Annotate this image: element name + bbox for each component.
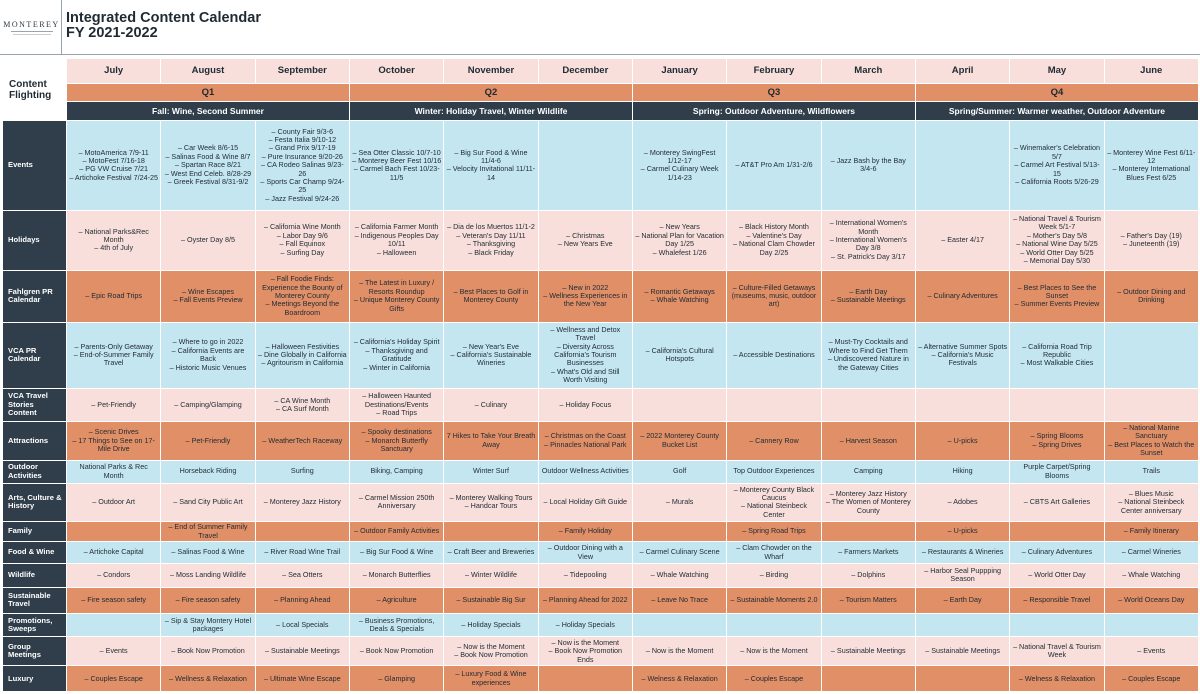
month-header-april: April xyxy=(915,59,1009,84)
calendar-cell-outdoor-activities-august: Horseback Riding xyxy=(161,460,255,483)
calendar-cell-wildlife-january: – Whale Watching xyxy=(632,564,726,587)
calendar-cell-wildlife-april: – Harbor Seal Puppping Season xyxy=(915,564,1009,587)
calendar-cell-food-wine-november: – Craft Beer and Breweries xyxy=(444,542,538,564)
calendar-cell-events-october: – Sea Otter Classic 10/7-10 – Monterey Beer Fest 10/16 – Carmel Bach Fest 10/23-11/5 xyxy=(349,121,443,211)
calendar-cell-arts-culture-history-october: – Carmel Mission 250th Anniversary xyxy=(349,483,443,521)
calendar-cell-arts-culture-history-july: – Outdoor Art xyxy=(67,483,161,521)
calendar-cell-vca-travel-stories-content-october: – Halloween Haunted Destinations/Events – Road Trips xyxy=(349,388,443,421)
calendar-cell-holidays-march: – International Women's Month – International Women's Day 3/8 – St. Patrick's Day 3/17 xyxy=(821,210,915,270)
calendar-cell-events-december xyxy=(538,121,632,211)
calendar-cell-promotions-sweeps-february xyxy=(727,614,821,637)
calendar-cell-outdoor-activities-june: Trails xyxy=(1104,460,1198,483)
row-label-food-wine: Food & Wine xyxy=(3,542,67,564)
calendar-cell-outdoor-activities-april: Hiking xyxy=(915,460,1009,483)
calendar-cell-family-july xyxy=(67,522,161,542)
calendar-cell-events-september: – County Fair 9/3-6 – Festa Italia 9/10-12 – Grand Prix 9/17-19 – Pure Insurance 9/20-26 – CA Rodeo Salinas 9/23-26 – Sports Car Champ 9/24-25 – Jazz Festival 9/24-26 xyxy=(255,121,349,211)
row-label-events: Events xyxy=(3,121,67,211)
calendar-cell-vca-travel-stories-content-september: – CA Wine Month – CA Surf Month xyxy=(255,388,349,421)
quarter-header-row xyxy=(3,84,1199,102)
calendar-cell-arts-culture-history-december: – Local Holiday Gift Guide xyxy=(538,483,632,521)
content-flighting-label: Content Flighting xyxy=(3,59,67,121)
calendar-cell-group-meetings-march: – Sustainable Meetings xyxy=(821,637,915,666)
calendar-row-sustainable-travel xyxy=(3,587,1199,614)
calendar-cell-fahlgren-pr-calendar-august: – Wine Escapes – Fall Events Preview xyxy=(161,270,255,322)
calendar-cell-fahlgren-pr-calendar-april: – Culinary Adventures xyxy=(915,270,1009,322)
calendar-cell-fahlgren-pr-calendar-october: – The Latest in Luxury / Resorts Roundup – Unique Monterey County Gifts xyxy=(349,270,443,322)
month-header-october: October xyxy=(349,59,443,84)
calendar-cell-wildlife-february: – Birding xyxy=(727,564,821,587)
row-label-vca-travel-stories-content: VCA Travel Stories Content xyxy=(3,388,67,421)
calendar-cell-luxury-september: – Ultimate Wine Escape xyxy=(255,666,349,692)
month-header-august: August xyxy=(161,59,255,84)
row-label-group-meetings: Group Meetings xyxy=(3,637,67,666)
calendar-cell-luxury-march xyxy=(821,666,915,692)
calendar-cell-holidays-april: – Easter 4/17 xyxy=(915,210,1009,270)
calendar-cell-arts-culture-history-august: – Sand City Public Art xyxy=(161,483,255,521)
calendar-cell-food-wine-december: – Outdoor Dining with a View xyxy=(538,542,632,564)
calendar-cell-luxury-may: – Welness & Relaxation xyxy=(1010,666,1104,692)
calendar-cell-attractions-april: – U-picks xyxy=(915,422,1009,460)
calendar-cell-family-february: – Spring Road Trips xyxy=(727,522,821,542)
calendar-cell-luxury-october: – Glamping xyxy=(349,666,443,692)
calendar-cell-vca-pr-calendar-february: – Accessible Destinations xyxy=(727,322,821,388)
calendar-cell-family-august: – End of Summer Family Travel xyxy=(161,522,255,542)
month-header-september: September xyxy=(255,59,349,84)
month-header-row xyxy=(3,59,1199,84)
month-header-november: November xyxy=(444,59,538,84)
calendar-cell-wildlife-july: – Condors xyxy=(67,564,161,587)
calendar-cell-vca-pr-calendar-august: – Where to go in 2022 – California Events are Back – Historic Music Venues xyxy=(161,322,255,388)
calendar-cell-family-may xyxy=(1010,522,1104,542)
calendar-cell-arts-culture-history-february: – Monterey County Black Caucus – National Steinbeck Center xyxy=(727,483,821,521)
calendar-row-family xyxy=(3,522,1199,542)
calendar-cell-group-meetings-january: – Now is the Moment xyxy=(632,637,726,666)
calendar-cell-family-march xyxy=(821,522,915,542)
calendar-cell-family-june: – Family Itinerary xyxy=(1104,522,1198,542)
calendar-cell-food-wine-june: – Carmel Wineries xyxy=(1104,542,1198,564)
calendar-cell-vca-travel-stories-content-july: – Pet-Friendly xyxy=(67,388,161,421)
calendar-cell-vca-pr-calendar-september: – Halloween Festivities – Dine Globally in California – Agritourism in California xyxy=(255,322,349,388)
calendar-cell-promotions-sweeps-january xyxy=(632,614,726,637)
calendar-cell-outdoor-activities-may: Purple Carpet/Spring Blooms xyxy=(1010,460,1104,483)
calendar-cell-wildlife-october: – Monarch Butterflies xyxy=(349,564,443,587)
season-theme-q2: Winter: Holiday Travel, Winter Wildlife xyxy=(349,102,632,121)
calendar-cell-fahlgren-pr-calendar-july: – Epic Road Trips xyxy=(67,270,161,322)
calendar-row-food-wine xyxy=(3,542,1199,564)
calendar-cell-holidays-december: – Christmas – New Years Eve xyxy=(538,210,632,270)
season-theme-q4: Spring/Summer: Warmer weather, Outdoor Adventure xyxy=(915,102,1198,121)
calendar-cell-sustainable-travel-february: – Sustainable Moments 2.0 xyxy=(727,587,821,614)
calendar-cell-promotions-sweeps-march xyxy=(821,614,915,637)
quarter-header-q4: Q4 xyxy=(915,84,1198,102)
quarter-header-q2: Q2 xyxy=(349,84,632,102)
calendar-cell-arts-culture-history-june: – Blues Music – National Steinbeck Center anniversary xyxy=(1104,483,1198,521)
logo-tagline-rule xyxy=(13,34,51,35)
month-header-may: May xyxy=(1010,59,1104,84)
calendar-row-vca-travel-stories-content xyxy=(3,388,1199,421)
calendar-cell-group-meetings-july: – Events xyxy=(67,637,161,666)
calendar-cell-outdoor-activities-july: National Parks & Rec Month xyxy=(67,460,161,483)
calendar-cell-vca-travel-stories-content-april xyxy=(915,388,1009,421)
calendar-cell-sustainable-travel-march: – Tourism Matters xyxy=(821,587,915,614)
calendar-cell-attractions-september: – WeatherTech Raceway xyxy=(255,422,349,460)
calendar-cell-promotions-sweeps-september: – Local Specials xyxy=(255,614,349,637)
calendar-cell-outdoor-activities-october: Biking, Camping xyxy=(349,460,443,483)
calendar-cell-wildlife-march: – Dolphins xyxy=(821,564,915,587)
calendar-cell-luxury-july: – Couples Escape xyxy=(67,666,161,692)
month-header-march: March xyxy=(821,59,915,84)
calendar-cell-attractions-july: – Scenic Drives – 17 Things to See on 17-Mile Drive xyxy=(67,422,161,460)
calendar-cell-family-april: – U-picks xyxy=(915,522,1009,542)
row-label-outdoor-activities: Outdoor Activities xyxy=(3,460,67,483)
calendar-cell-promotions-sweeps-december: – Holiday Specials xyxy=(538,614,632,637)
calendar-cell-wildlife-may: – World Otter Day xyxy=(1010,564,1104,587)
season-theme-q3: Spring: Outdoor Adventure, Wildflowers xyxy=(632,102,915,121)
calendar-cell-vca-pr-calendar-may: – California Road Trip Republic – Most Walkable Cities xyxy=(1010,322,1104,388)
calendar-cell-sustainable-travel-september: – Planning Ahead xyxy=(255,587,349,614)
calendar-cell-luxury-november: – Luxury Food & Wine experiences xyxy=(444,666,538,692)
calendar-cell-outdoor-activities-september: Surfing xyxy=(255,460,349,483)
calendar-cell-attractions-march: – Harvest Season xyxy=(821,422,915,460)
calendar-cell-promotions-sweeps-july xyxy=(67,614,161,637)
calendar-row-arts-culture-history xyxy=(3,483,1199,521)
calendar-cell-vca-pr-calendar-march: – Must-Try Cocktails and Where to Find Get Them – Undiscovered Nature in the Gateway Cities xyxy=(821,322,915,388)
calendar-cell-holidays-september: – California Wine Month – Labor Day 9/6 – Fall Equinox – Surfing Day xyxy=(255,210,349,270)
calendar-cell-luxury-april xyxy=(915,666,1009,692)
calendar-cell-outdoor-activities-february: Top Outdoor Experiences xyxy=(727,460,821,483)
calendar-cell-arts-culture-history-april: – Adobes xyxy=(915,483,1009,521)
calendar-cell-fahlgren-pr-calendar-june: – Outdoor Dining and Drinking xyxy=(1104,270,1198,322)
row-label-promotions-sweeps: Promotions, Sweeps xyxy=(3,614,67,637)
calendar-cell-promotions-sweeps-november: – Holiday Specials xyxy=(444,614,538,637)
calendar-cell-sustainable-travel-april: – Earth Day xyxy=(915,587,1009,614)
calendar-cell-food-wine-january: – Carmel Culinary Scene xyxy=(632,542,726,564)
calendar-cell-attractions-january: – 2022 Monterey County Bucket List xyxy=(632,422,726,460)
calendar-cell-holidays-june: – Father's Day (19) – Juneteenth (19) xyxy=(1104,210,1198,270)
calendar-cell-promotions-sweeps-april xyxy=(915,614,1009,637)
calendar-cell-holidays-may: – National Travel & Tourism Week 5/1-7 – Mother's Day 5/8 – National Wine Day 5/25 – World Otter Day 5/25 – Memorial Day 5/30 xyxy=(1010,210,1104,270)
calendar-cell-arts-culture-history-september: – Monterey Jazz History xyxy=(255,483,349,521)
calendar-cell-vca-pr-calendar-april: – Alternative Summer Spots – California's Music Festivals xyxy=(915,322,1009,388)
calendar-cell-group-meetings-august: – Book Now Promotion xyxy=(161,637,255,666)
calendar-cell-vca-travel-stories-content-january xyxy=(632,388,726,421)
calendar-cell-food-wine-september: – River Road Wine Trail xyxy=(255,542,349,564)
calendar-row-fahlgren-pr-calendar xyxy=(3,270,1199,322)
row-label-vca-pr-calendar: VCA PR Calendar xyxy=(3,322,67,388)
calendar-cell-vca-travel-stories-content-may xyxy=(1010,388,1104,421)
calendar-cell-food-wine-may: – Culinary Adventures xyxy=(1010,542,1104,564)
calendar-cell-sustainable-travel-august: – Fire season safety xyxy=(161,587,255,614)
calendar-row-outdoor-activities xyxy=(3,460,1199,483)
month-header-february: February xyxy=(727,59,821,84)
calendar-cell-vca-travel-stories-content-december: – Holiday Focus xyxy=(538,388,632,421)
logo-text: MONTEREY xyxy=(3,20,60,29)
calendar-cell-wildlife-september: – Sea Otters xyxy=(255,564,349,587)
calendar-cell-sustainable-travel-october: – Agriculture xyxy=(349,587,443,614)
calendar-cell-family-december: – Family Holiday xyxy=(538,522,632,542)
calendar-cell-events-january: – Monterey SwingFest 1/12-17 – Carmel Culinary Week 1/14-23 xyxy=(632,121,726,211)
calendar-cell-arts-culture-history-may: – CBTS Art Galleries xyxy=(1010,483,1104,521)
calendar-cell-holidays-august: – Oyster Day 8/5 xyxy=(161,210,255,270)
calendar-cell-fahlgren-pr-calendar-may: – Best Places to See the Sunset – Summer Events Preview xyxy=(1010,270,1104,322)
season-theme-q1: Fall: Wine, Second Summer xyxy=(67,102,350,121)
calendar-cell-group-meetings-october: – Book Now Promotion xyxy=(349,637,443,666)
page-title xyxy=(66,11,261,41)
calendar-cell-group-meetings-april: – Sustainable Meetings xyxy=(915,637,1009,666)
calendar-cell-food-wine-february: – Clam Chowder on the Wharf xyxy=(727,542,821,564)
calendar-cell-fahlgren-pr-calendar-december: – New in 2022 – Wellness Experiences in the New Year xyxy=(538,270,632,322)
calendar-cell-holidays-february: – Black History Month – Valentine's Day – National Clam Chowder Day 2/25 xyxy=(727,210,821,270)
calendar-cell-sustainable-travel-may: – Responsible Travel xyxy=(1010,587,1104,614)
calendar-cell-attractions-december: – Christmas on the Coast – Pinnacles National Park xyxy=(538,422,632,460)
calendar-cell-arts-culture-history-november: – Monterey Walking Tours – Handcar Tours xyxy=(444,483,538,521)
calendar-cell-food-wine-august: – Salinas Food & Wine xyxy=(161,542,255,564)
calendar-cell-fahlgren-pr-calendar-november: – Best Places to Golf in Monterey County xyxy=(444,270,538,322)
calendar-cell-sustainable-travel-january: – Leave No Trace xyxy=(632,587,726,614)
season-theme-row xyxy=(3,102,1199,121)
calendar-cell-events-february: – AT&T Pro Am 1/31-2/6 xyxy=(727,121,821,211)
calendar-cell-vca-pr-calendar-november: – New Year's Eve – California's Sustainable Wineries xyxy=(444,322,538,388)
calendar-cell-sustainable-travel-november: – Sustainable Big Sur xyxy=(444,587,538,614)
monterey-logo xyxy=(2,0,62,55)
calendar-cell-attractions-may: – Spring Blooms – Spring Drives xyxy=(1010,422,1104,460)
calendar-cell-vca-travel-stories-content-march xyxy=(821,388,915,421)
row-label-wildlife: Wildlife xyxy=(3,564,67,587)
calendar-cell-outdoor-activities-march: Camping xyxy=(821,460,915,483)
quarter-header-q3: Q3 xyxy=(632,84,915,102)
calendar-cell-promotions-sweeps-may xyxy=(1010,614,1104,637)
calendar-cell-wildlife-august: – Moss Landing Wildlife xyxy=(161,564,255,587)
calendar-cell-food-wine-march: – Farmers Markets xyxy=(821,542,915,564)
page-title-line-2: FY 2021-2022 xyxy=(66,25,158,41)
calendar-cell-outdoor-activities-november: Winter Surf xyxy=(444,460,538,483)
calendar-cell-vca-pr-calendar-december: – Wellness and Detox Travel – Diversity Across California's Tourism Businesses – What's Old and Still Worth Visiting xyxy=(538,322,632,388)
row-label-fahlgren-pr-calendar: Fahlgren PR Calendar xyxy=(3,270,67,322)
calendar-cell-promotions-sweeps-october: – Business Promotions, Deals & Specials xyxy=(349,614,443,637)
calendar-cell-events-november: – Big Sur Food & Wine 11/4-6 – Velocity Invitational 11/11-14 xyxy=(444,121,538,211)
calendar-row-wildlife xyxy=(3,564,1199,587)
calendar-cell-sustainable-travel-july: – Fire season safety xyxy=(67,587,161,614)
calendar-cell-luxury-december xyxy=(538,666,632,692)
calendar-row-luxury xyxy=(3,666,1199,692)
month-header-january: January xyxy=(632,59,726,84)
month-header-december: December xyxy=(538,59,632,84)
title-bar xyxy=(0,0,1200,55)
calendar-cell-family-november xyxy=(444,522,538,542)
calendar-cell-group-meetings-september: – Sustainable Meetings xyxy=(255,637,349,666)
calendar-cell-vca-travel-stories-content-august: – Camping/Glamping xyxy=(161,388,255,421)
calendar-cell-events-march: – Jazz Bash by the Bay 3/4-6 xyxy=(821,121,915,211)
calendar-cell-luxury-june: – Couples Escape xyxy=(1104,666,1198,692)
calendar-cell-arts-culture-history-march: – Monterey Jazz History – The Women of Monterey County xyxy=(821,483,915,521)
calendar-cell-sustainable-travel-december: – Planning Ahead for 2022 xyxy=(538,587,632,614)
calendar-cell-attractions-november: 7 Hikes to Take Your Breath Away xyxy=(444,422,538,460)
calendar-row-group-meetings xyxy=(3,637,1199,666)
calendar-cell-events-june: – Monterey Wine Fest 6/11-12 – Monterey International Blues Fest 6/25 xyxy=(1104,121,1198,211)
calendar-cell-attractions-february: – Cannery Row xyxy=(727,422,821,460)
calendar-cell-arts-culture-history-january: – Murals xyxy=(632,483,726,521)
calendar-row-promotions-sweeps xyxy=(3,614,1199,637)
calendar-cell-group-meetings-june: – Events xyxy=(1104,637,1198,666)
month-header-july: July xyxy=(67,59,161,84)
content-calendar-table xyxy=(2,58,1199,692)
calendar-cell-holidays-november: – Dia de los Muertos 11/1-2 – Veteran's Day 11/11 – Thanksgiving – Black Friday xyxy=(444,210,538,270)
calendar-cell-wildlife-june: – Whale Watching xyxy=(1104,564,1198,587)
calendar-cell-group-meetings-november: – Now is the Moment – Book Now Promotion xyxy=(444,637,538,666)
calendar-cell-outdoor-activities-december: Outdoor Wellness Activities xyxy=(538,460,632,483)
calendar-cell-vca-pr-calendar-january: – California's Cultural Hotspots xyxy=(632,322,726,388)
row-label-attractions: Attractions xyxy=(3,422,67,460)
row-label-sustainable-travel: Sustainable Travel xyxy=(3,587,67,614)
calendar-cell-luxury-august: – Wellness & Relaxation xyxy=(161,666,255,692)
calendar-cell-holidays-july: – National Parks&Rec Month – 4th of July xyxy=(67,210,161,270)
calendar-cell-wildlife-december: – Tidepooling xyxy=(538,564,632,587)
calendar-row-events xyxy=(3,121,1199,211)
calendar-cell-attractions-october: – Spooky destinations – Monarch Butterfly Sanctuary xyxy=(349,422,443,460)
logo-rule xyxy=(11,31,53,32)
calendar-cell-vca-pr-calendar-july: – Parents-Only Getaway – End-of-Summer Family Travel xyxy=(67,322,161,388)
calendar-cell-vca-pr-calendar-october: – California's Holiday Spirit – Thanksgiving and Gratitude – Winter in California xyxy=(349,322,443,388)
calendar-cell-group-meetings-may: – National Travel & Tourism Week xyxy=(1010,637,1104,666)
calendar-cell-vca-pr-calendar-june xyxy=(1104,322,1198,388)
calendar-cell-fahlgren-pr-calendar-march: – Earth Day – Sustainable Meetings xyxy=(821,270,915,322)
calendar-row-attractions xyxy=(3,422,1199,460)
row-label-family: Family xyxy=(3,522,67,542)
page-title-line-1: Integrated Content Calendar xyxy=(66,10,261,26)
calendar-cell-food-wine-april: – Restaurants & Wineries xyxy=(915,542,1009,564)
calendar-cell-luxury-february: – Couples Escape xyxy=(727,666,821,692)
calendar-row-holidays xyxy=(3,210,1199,270)
calendar-cell-family-september xyxy=(255,522,349,542)
calendar-cell-group-meetings-december: – Now is the Moment – Book Now Promotion Ends xyxy=(538,637,632,666)
month-header-june: June xyxy=(1104,59,1198,84)
row-label-arts-culture-history: Arts, Culture & History xyxy=(3,483,67,521)
calendar-row-vca-pr-calendar xyxy=(3,322,1199,388)
calendar-cell-attractions-june: – National Marine Sanctuary – Best Places to Watch the Sunset xyxy=(1104,422,1198,460)
calendar-cell-vca-travel-stories-content-february xyxy=(727,388,821,421)
calendar-cell-vca-travel-stories-content-june xyxy=(1104,388,1198,421)
calendar-cell-attractions-august: – Pet-Friendly xyxy=(161,422,255,460)
calendar-cell-holidays-october: – California Farmer Month – Indigenous Peoples Day 10/11 – Halloween xyxy=(349,210,443,270)
calendar-cell-group-meetings-february: – Now is the Moment xyxy=(727,637,821,666)
calendar-cell-events-april xyxy=(915,121,1009,211)
calendar-cell-outdoor-activities-january: Golf xyxy=(632,460,726,483)
row-label-holidays: Holidays xyxy=(3,210,67,270)
calendar-cell-holidays-january: – New Years – National Plan for Vacation Day 1/25 – Whalefest 1/26 xyxy=(632,210,726,270)
calendar-cell-food-wine-july: – Artichoke Capital xyxy=(67,542,161,564)
calendar-cell-food-wine-october: – Big Sur Food & Wine xyxy=(349,542,443,564)
row-label-luxury: Luxury xyxy=(3,666,67,692)
calendar-cell-family-october: – Outdoor Family Activities xyxy=(349,522,443,542)
calendar-cell-family-january xyxy=(632,522,726,542)
calendar-cell-promotions-sweeps-june xyxy=(1104,614,1198,637)
calendar-cell-vca-travel-stories-content-november: – Culinary xyxy=(444,388,538,421)
calendar-cell-promotions-sweeps-august: – Sip & Stay Montery Hotel packages xyxy=(161,614,255,637)
quarter-header-q1: Q1 xyxy=(67,84,350,102)
calendar-cell-sustainable-travel-june: – World Oceans Day xyxy=(1104,587,1198,614)
calendar-cell-fahlgren-pr-calendar-january: – Romantic Getaways – Whale Watching xyxy=(632,270,726,322)
calendar-cell-events-may: – Winemaker's Celebration 5/7 – Carmel Art Festival 5/13-15 – California Roots 5/26-29 xyxy=(1010,121,1104,211)
calendar-cell-wildlife-november: – Winter Wildlife xyxy=(444,564,538,587)
calendar-cell-events-august: – Car Week 8/6-15 – Salinas Food & Wine 8/7 – Spartan Race 8/21 – West End Celeb. 8/28-29 – Greek Festival 8/31-9/2 xyxy=(161,121,255,211)
calendar-cell-events-july: – MotoAmerica 7/9-11 – MotoFest 7/16-18 – PG VW Cruise 7/21 – Artichoke Festival 7/24-25 xyxy=(67,121,161,211)
calendar-cell-fahlgren-pr-calendar-september: – Fall Foodie Finds: Experience the Bounty of Monterey County – Meetings Beyond the Boardroom xyxy=(255,270,349,322)
calendar-cell-fahlgren-pr-calendar-february: – Culture-Filled Getaways (museums, music, outdoor art) xyxy=(727,270,821,322)
calendar-cell-luxury-january: – Welness & Relaxation xyxy=(632,666,726,692)
